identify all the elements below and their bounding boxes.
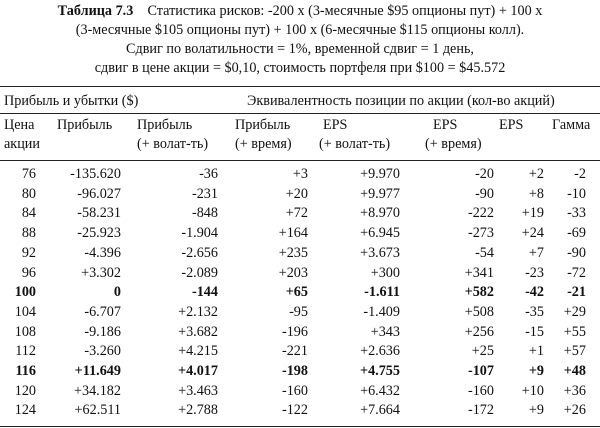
profit-cell: -3.260 <box>84 343 121 360</box>
eps-vol-cell: -1.611 <box>364 284 400 301</box>
header-rule <box>0 113 600 114</box>
table-row <box>0 362 586 382</box>
table-row <box>0 342 586 362</box>
profit-time-cell: +65 <box>285 284 308 301</box>
profit-vol-cell: +2.788 <box>178 402 218 419</box>
profit-time-cell: +235 <box>278 244 308 261</box>
caption-line-3: Сдвиг по волатильности = 1%, временной сдвиг = 1 день, <box>126 41 474 57</box>
eps-cell: -35 <box>525 303 544 320</box>
risk-table-body <box>0 165 586 421</box>
table-row <box>0 283 586 303</box>
gamma-cell: +48 <box>563 363 586 380</box>
eps-vol-cell: +300 <box>370 264 400 281</box>
price-cell: 76 <box>21 166 36 182</box>
price-cell: 112 <box>15 343 36 360</box>
eps-vol-cell: -1.409 <box>363 303 400 320</box>
profit-cell: -25.923 <box>77 225 121 242</box>
eps-time-cell: +25 <box>471 343 494 360</box>
profit-vol-cell: -2.656 <box>181 244 218 261</box>
eps-time-cell: -160 <box>467 382 494 399</box>
profit-time-cell: -221 <box>281 343 308 360</box>
table-row <box>0 323 586 343</box>
bottom-rule <box>0 426 600 427</box>
eps-time-cell: +256 <box>464 323 494 340</box>
gamma-cell: -72 <box>567 264 586 281</box>
eps-vol-cell: +2.636 <box>360 343 400 360</box>
table-row <box>0 401 586 421</box>
table-label: Таблица 7.3 <box>57 3 134 19</box>
eps-cell: +7 <box>528 244 544 261</box>
profit-vol-cell: +4.215 <box>178 343 218 360</box>
eps-cell: +24 <box>521 225 544 242</box>
profit-cell: +3.302 <box>81 264 121 281</box>
gamma-cell: -21 <box>567 284 586 301</box>
eps-vol-cell: +6.945 <box>360 225 400 242</box>
table-row <box>0 185 586 205</box>
price-cell: 108 <box>14 323 36 340</box>
col-header-eps: EPS <box>499 117 524 133</box>
caption-line-2: (3-месячные $105 опционы пут) + 100 х (6-месячные $115 опционы колл). <box>75 22 525 38</box>
profit-vol-cell: -1.904 <box>181 225 218 242</box>
profit-vol-cell: -2.089 <box>181 264 218 281</box>
eps-time-cell: -54 <box>475 244 494 261</box>
eps-cell: +9 <box>528 402 544 419</box>
section-heading-profit-loss: Прибыль и убытки ($) <box>4 93 139 109</box>
profit-cell: -135.620 <box>70 166 121 182</box>
price-cell: 92 <box>21 244 36 261</box>
eps-vol-cell: +343 <box>370 323 400 340</box>
eps-cell: -23 <box>525 264 544 281</box>
profit-cell: -4.396 <box>84 244 121 261</box>
eps-cell: -42 <box>525 284 544 301</box>
eps-time-cell: +582 <box>464 284 494 301</box>
profit-vol-cell: +4.017 <box>177 363 218 380</box>
profit-vol-cell: -231 <box>191 185 218 202</box>
col-header-eps-time: EPS (+ время) <box>425 117 482 152</box>
top-rule <box>0 86 600 87</box>
gamma-cell: -10 <box>567 185 586 202</box>
eps-cell: +8 <box>528 185 544 202</box>
eps-cell: +9 <box>528 363 544 380</box>
table-row <box>0 165 586 185</box>
profit-vol-cell: -848 <box>191 205 218 222</box>
table-caption <box>4 2 596 78</box>
profit-cell: -9.186 <box>84 323 121 340</box>
col-header-profit-time: Прибыль (+ время) <box>235 117 292 152</box>
eps-vol-cell: +8.970 <box>360 205 400 222</box>
table-row <box>0 224 586 244</box>
table-row <box>0 204 586 224</box>
table-row <box>0 244 586 264</box>
profit-time-cell: -196 <box>281 323 308 340</box>
profit-cell: +11.649 <box>74 363 121 380</box>
eps-cell: +19 <box>521 205 544 222</box>
eps-cell: +2 <box>528 166 544 182</box>
eps-vol-cell: +7.664 <box>360 402 400 419</box>
profit-time-cell: +72 <box>285 205 308 222</box>
profit-time-cell: -95 <box>289 303 308 320</box>
profit-vol-cell: +3.682 <box>178 323 218 340</box>
table-row <box>0 264 586 284</box>
price-cell: 120 <box>14 382 36 399</box>
gamma-cell: +26 <box>563 402 586 419</box>
gamma-cell: +55 <box>563 323 586 340</box>
col-header-price: Цена акции <box>4 117 40 152</box>
profit-time-cell: -160 <box>281 382 308 399</box>
eps-time-cell: +341 <box>464 264 494 281</box>
profit-cell: -96.027 <box>77 185 121 202</box>
eps-time-cell: -90 <box>475 185 494 202</box>
profit-cell: -6.707 <box>84 303 121 320</box>
eps-vol-cell: +9.977 <box>360 185 400 202</box>
gamma-cell: -2 <box>574 166 586 182</box>
eps-time-cell: -20 <box>475 166 494 182</box>
profit-vol-cell: +2.132 <box>178 303 218 320</box>
col-header-gamma: Гамма <box>552 117 591 133</box>
price-cell: 116 <box>15 363 36 380</box>
eps-vol-cell: +3.673 <box>360 244 400 261</box>
profit-time-cell: +164 <box>278 225 308 242</box>
eps-time-cell: -273 <box>467 225 494 242</box>
profit-cell: +62.511 <box>74 402 121 419</box>
table-row <box>0 382 586 402</box>
caption-text-1: Статистика рисков: -200 х (3-месячные $95 опционы пут) + 100 х <box>147 3 543 19</box>
gamma-cell: +29 <box>563 303 586 320</box>
gamma-cell: +36 <box>563 382 586 399</box>
profit-vol-cell: +3.463 <box>178 382 218 399</box>
profit-time-cell: +203 <box>278 264 308 281</box>
eps-vol-cell: +9.970 <box>360 166 400 182</box>
eps-vol-cell: +6.432 <box>360 382 400 399</box>
price-cell: 96 <box>21 264 36 281</box>
profit-time-cell: -122 <box>281 402 308 419</box>
price-cell: 88 <box>21 225 36 242</box>
profit-time-cell: +3 <box>292 166 308 182</box>
price-cell: 84 <box>21 205 36 222</box>
profit-cell: -58.231 <box>77 205 121 222</box>
price-cell: 124 <box>14 402 36 419</box>
col-header-profit: Прибыль <box>57 117 113 133</box>
col-header-eps-vol: EPS (+ волат-ть) <box>319 117 391 152</box>
caption-line-4: сдвиг в цене акции = $0,10, стоимость портфеля при $100 = $45.572 <box>94 60 506 76</box>
eps-cell: +1 <box>528 343 544 360</box>
eps-cell: +10 <box>521 382 544 399</box>
eps-vol-cell: +4.755 <box>359 363 400 380</box>
gamma-cell: -33 <box>567 205 586 222</box>
eps-time-cell: -107 <box>467 363 494 380</box>
price-cell: 80 <box>21 185 36 202</box>
body-rule <box>0 160 600 161</box>
gamma-cell: -69 <box>567 225 586 242</box>
risk-table <box>0 165 586 421</box>
profit-vol-cell: -144 <box>191 284 218 301</box>
gamma-cell: +57 <box>563 343 586 360</box>
profit-time-cell: +20 <box>285 185 308 202</box>
gamma-cell: -90 <box>567 244 586 261</box>
section-heading-equivalent-position: Эквивалентность позиции по акции (кол-во акций) <box>247 93 555 109</box>
caption-line-1 <box>4 2 596 21</box>
price-cell: 100 <box>14 284 36 301</box>
eps-time-cell: -172 <box>467 402 494 419</box>
eps-time-cell: -222 <box>467 205 494 222</box>
profit-cell: +34.182 <box>73 382 121 399</box>
eps-time-cell: +508 <box>464 303 494 320</box>
table-row <box>0 303 586 323</box>
col-header-profit-vol: Прибыль (+ волат-ть) <box>137 117 209 152</box>
eps-cell: -15 <box>525 323 544 340</box>
profit-cell: 0 <box>113 284 121 301</box>
profit-time-cell: -198 <box>281 363 308 380</box>
price-cell: 104 <box>14 303 36 320</box>
profit-vol-cell: -36 <box>199 166 218 182</box>
